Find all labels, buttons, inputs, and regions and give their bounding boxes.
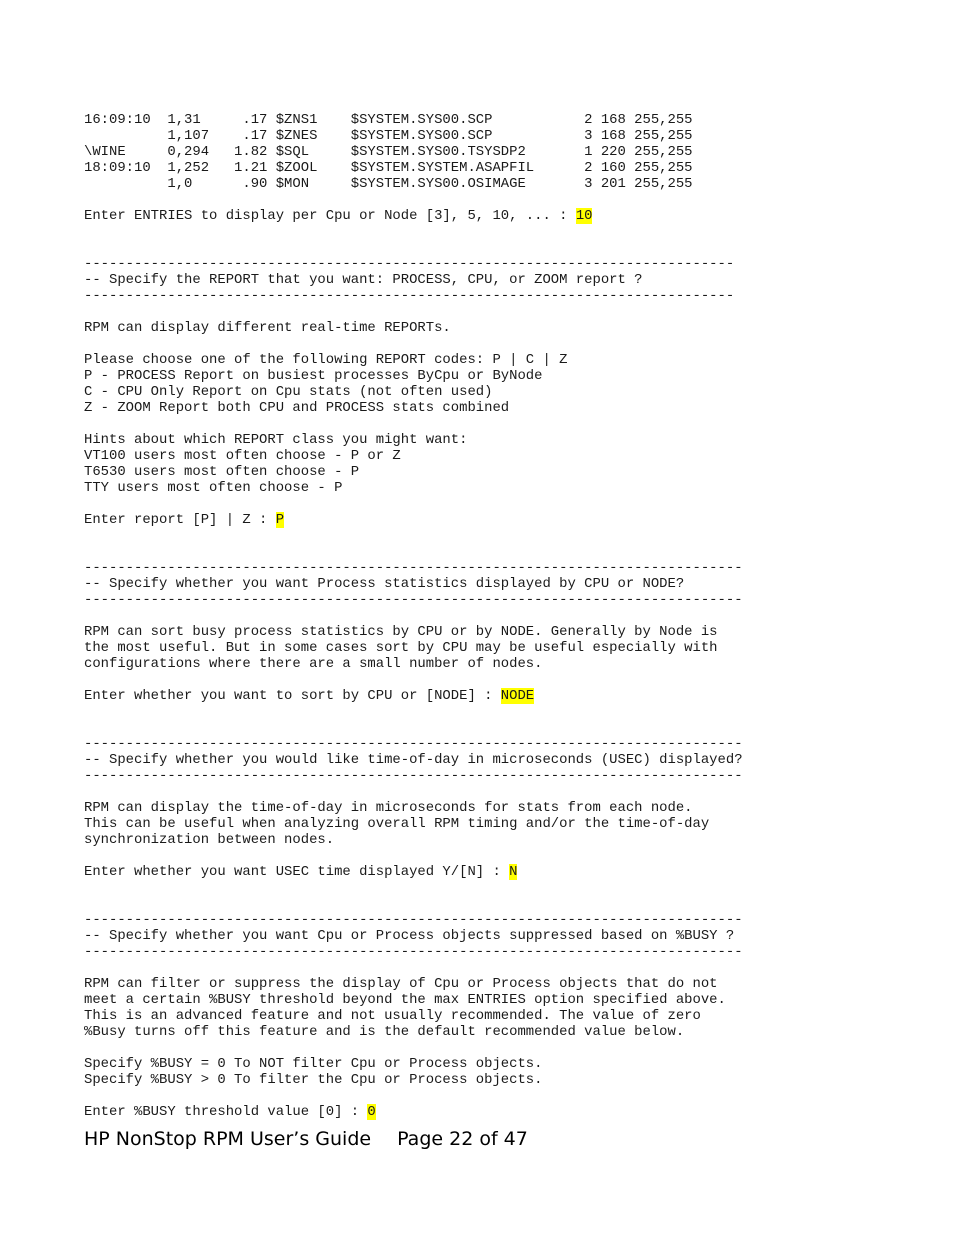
prompt-line bbox=[84, 208, 743, 224]
section-divider: ------------------------------------------------------------------------------ bbox=[84, 256, 735, 272]
text-line: 18:09:10 1,252 1.21 $ZOOL $SYSTEM.SYSTEM.ASAPFIL 2 160 255,255 bbox=[84, 160, 693, 176]
blank-line bbox=[84, 896, 743, 912]
text-line: Please choose one of the following REPORT codes: P | C | Z bbox=[84, 352, 568, 368]
section-divider: ------------------------------------------------------------------------------- bbox=[84, 592, 743, 608]
prompt-line bbox=[84, 864, 743, 880]
text-line: This can be useful when analyzing overall RPM timing and/or the time-of-day bbox=[84, 816, 710, 832]
blank-line bbox=[84, 704, 743, 720]
section-heading: -- Specify whether you want Cpu or Process objects suppressed based on %BUSY ? bbox=[84, 928, 735, 944]
section-divider: ------------------------------------------------------------------------------- bbox=[84, 768, 743, 784]
blank-line bbox=[84, 1040, 743, 1056]
blank-line bbox=[84, 608, 743, 624]
blank-line bbox=[84, 1088, 743, 1104]
footer-title: HP NonStop RPM User’s Guide bbox=[84, 1128, 372, 1150]
prompt-answer: N bbox=[509, 864, 518, 880]
text-line: configurations where there are a small number of nodes. bbox=[84, 656, 543, 672]
prompt-answer: 10 bbox=[575, 208, 593, 224]
text-line: 1,0 .90 $MON $SYSTEM.SYS00.OSIMAGE 3 201 255,255 bbox=[84, 176, 693, 192]
prompt-text: Enter %BUSY threshold value [0] : bbox=[84, 1104, 368, 1120]
text-line: T6530 users most often choose - P bbox=[84, 464, 360, 480]
text-line: RPM can display the time-of-day in microseconds for stats from each node. bbox=[84, 800, 693, 816]
section-heading: -- Specify the REPORT that you want: PROCESS, CPU, or ZOOM report ? bbox=[84, 272, 643, 288]
text-line: Z - ZOOM Report both CPU and PROCESS stats combined bbox=[84, 400, 510, 416]
prompt-line bbox=[84, 688, 743, 704]
section-heading: -- Specify whether you want Process statistics displayed by CPU or NODE? bbox=[84, 576, 685, 592]
blank-line bbox=[84, 720, 743, 736]
text-line: This is an advanced feature and not usually recommended. The value of zero bbox=[84, 1008, 701, 1024]
blank-line bbox=[84, 304, 743, 320]
blank-line bbox=[84, 880, 743, 896]
prompt-text: Enter whether you want to sort by CPU or [NODE] : bbox=[84, 688, 501, 704]
section-divider: ------------------------------------------------------------------------------- bbox=[84, 736, 743, 752]
blank-line bbox=[84, 672, 743, 688]
prompt-answer: 0 bbox=[367, 1104, 376, 1120]
text-line: Specify %BUSY = 0 To NOT filter Cpu or Process objects. bbox=[84, 1056, 543, 1072]
prompt-answer: P bbox=[275, 512, 285, 528]
section-divider: ------------------------------------------------------------------------------- bbox=[84, 560, 743, 576]
text-line: synchronization between nodes. bbox=[84, 832, 335, 848]
section-divider: ------------------------------------------------------------------------------- bbox=[84, 912, 743, 928]
blank-line bbox=[84, 336, 743, 352]
prompt-answer: NODE bbox=[500, 688, 535, 704]
footer-page-number: Page 22 of 47 bbox=[397, 1128, 528, 1150]
page-footer bbox=[84, 1128, 528, 1150]
blank-line bbox=[84, 528, 743, 544]
prompt-text: Enter report [P] | Z : bbox=[84, 512, 276, 528]
prompt-line bbox=[84, 1104, 743, 1120]
prompt-text: Enter whether you want USEC time displayed Y/[N] : bbox=[84, 864, 510, 880]
terminal-transcript bbox=[84, 112, 743, 1120]
prompt-line bbox=[84, 512, 743, 528]
text-line: meet a certain %BUSY threshold beyond the max ENTRIES option specified above. bbox=[84, 992, 726, 1008]
text-line: Hints about which REPORT class you might want: bbox=[84, 432, 468, 448]
text-line: TTY users most often choose - P bbox=[84, 480, 343, 496]
blank-line bbox=[84, 496, 743, 512]
section-divider: ------------------------------------------------------------------------------ bbox=[84, 288, 735, 304]
blank-line bbox=[84, 960, 743, 976]
blank-line bbox=[84, 192, 743, 208]
prompt-text: Enter ENTRIES to display per Cpu or Node [3], 5, 10, ... : bbox=[84, 208, 576, 224]
blank-line bbox=[84, 416, 743, 432]
blank-line bbox=[84, 240, 743, 256]
blank-line bbox=[84, 848, 743, 864]
blank-line bbox=[84, 224, 743, 240]
section-heading: -- Specify whether you would like time-of-day in microseconds (USEC) displayed? bbox=[84, 752, 743, 768]
text-line: VT100 users most often choose - P or Z bbox=[84, 448, 401, 464]
section-divider: ------------------------------------------------------------------------------- bbox=[84, 944, 743, 960]
text-line: %Busy turns off this feature and is the default recommended value below. bbox=[84, 1024, 685, 1040]
blank-line bbox=[84, 784, 743, 800]
text-line: Specify %BUSY > 0 To filter the Cpu or Process objects. bbox=[84, 1072, 543, 1088]
text-line: RPM can sort busy process statistics by CPU or by NODE. Generally by Node is bbox=[84, 624, 718, 640]
text-line: the most useful. But in some cases sort by CPU may be useful especially with bbox=[84, 640, 718, 656]
text-line: 1,107 .17 $ZNES $SYSTEM.SYS00.SCP 3 168 255,255 bbox=[84, 128, 693, 144]
text-line: 16:09:10 1,31 .17 $ZNS1 $SYSTEM.SYS00.SCP 2 168 255,255 bbox=[84, 112, 693, 128]
blank-line bbox=[84, 544, 743, 560]
text-line: C - CPU Only Report on Cpu stats (not often used) bbox=[84, 384, 493, 400]
text-line: \WINE 0,294 1.82 $SQL $SYSTEM.SYS00.TSYSDP2 1 220 255,255 bbox=[84, 144, 693, 160]
text-line: RPM can filter or suppress the display of Cpu or Process objects that do not bbox=[84, 976, 718, 992]
text-line: RPM can display different real-time REPORTs. bbox=[84, 320, 451, 336]
text-line: P - PROCESS Report on busiest processes ByCpu or ByNode bbox=[84, 368, 543, 384]
